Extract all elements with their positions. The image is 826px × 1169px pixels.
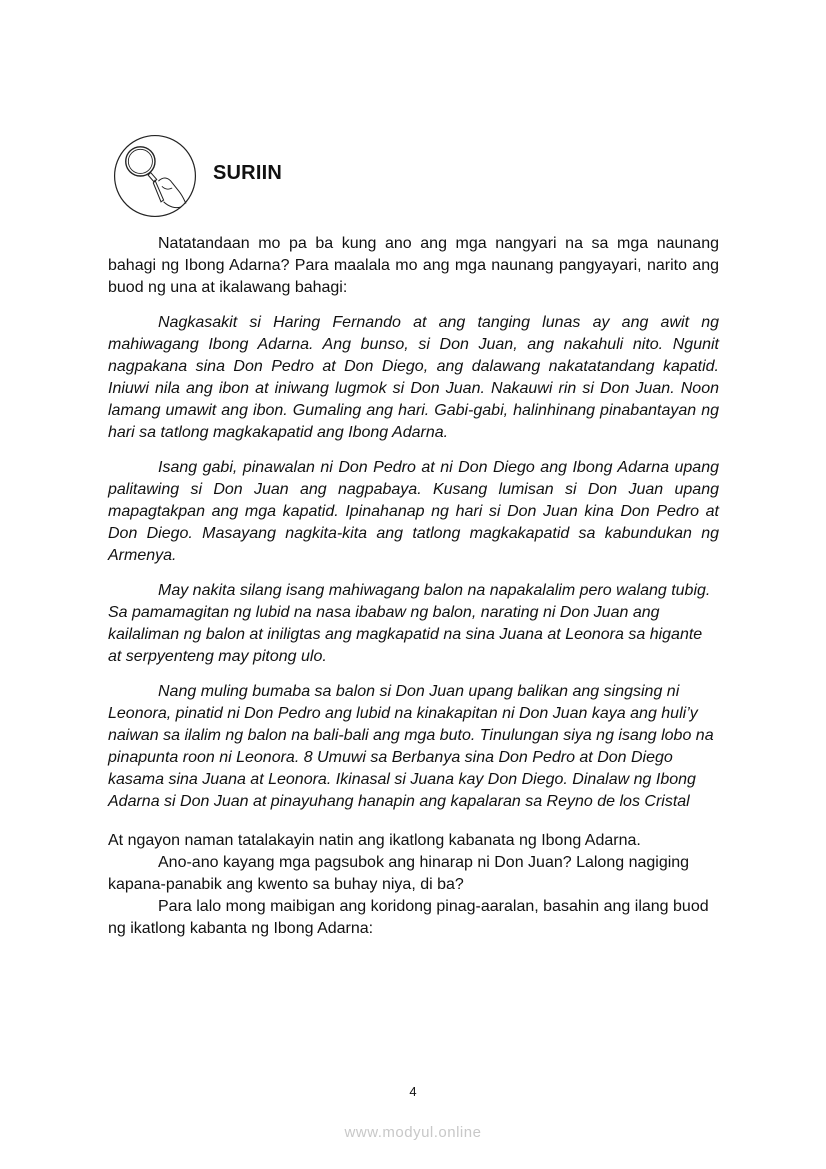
page-number: 4 — [409, 1084, 417, 1099]
document-body — [108, 233, 719, 940]
summary-paragraph: May nakita silang isang mahiwagang balon na napakalalim pero walang tubig. Sa pamamagitan ng lubid na nasa ibabaw ng balon, narating ni Don Juan ang kailaliman ng balon at iniligtas ang magkapatid na sina Juana at Leonora sa higante at serpyenteng may pitong ulo. — [108, 582, 711, 665]
magnifying-glass-icon — [112, 133, 198, 219]
summary-paragraph: Isang gabi, pinawalan ni Don Pedro at ni Don Diego ang Ibong Adarna upang palitawing si Don Juan ang nagpabaya. Kusang lumisan si Don Juan upang mapagtakpan ang mga kapatid. Ipinahanap ng hari si Don Juan kina Don Pedro at Don Diego. Masayang nagkita-kita ang tatlong magkakapatid sa kabundukan ng Armenya. — [108, 459, 719, 564]
intro-paragraph: Natatandaan mo pa ba kung ano ang mga nangyari na sa mga naunang bahagi ng Ibong Adarna? Para maalala mo ang mga naunang pangyayari, narito ang buod ng una at ikalawang bahagi: — [108, 235, 719, 296]
section-title: SURIIN — [213, 162, 282, 184]
summary-paragraph: Nang muling bumaba sa balon si Don Juan upang balikan ang singsing ni Leonora, pinatid ni Don Pedro ang lubid na kinakapitan ni Don Juan kaya ang huli’y naiwan sa ilalim ng balon na bali-bali ang mga buto. Tinulungan siya ng isang lobo na pinapunta roon ni Leonora. 8 Umuwi sa Berbanya sina Don Pedro at Don Diego kasama sina Juana at Leonora. Ikinasal si Juana kay Don Diego. Dinalaw ng Ibong Adarna si Don Juan at pinayuhang hanapin ang kapalaran sa Reyno de los Cristal — [108, 683, 714, 810]
closing-paragraph: Para lalo mong maibigan ang koridong pinag-aaralan, basahin ang ilang buod ng ikatlong kabanta ng Ibong Adarna: — [108, 898, 709, 937]
section-header — [112, 131, 198, 221]
summary-paragraph: Nagkasakit si Haring Fernando at ang tanging lunas ay ang awit ng mahiwagang Ibong Adarna. Ang bunso, si Don Juan, ang nakahuli nito. Ngunit nagpakana sina Don Pedro at Don Diego, ang dalawang nakatatandang kapatid. Iniuwi nila ang ibon at iniwang lugmok si Don Juan. Nakauwi rin si Don Juan. Noon lamang umawit ang ibon. Gumaling ang hari. Gabi-gabi, halinhinang pinabantayan ng hari sa tatlong magkakapatid ang Ibong Adarna. — [108, 314, 719, 441]
closing-paragraph: Ano-ano kayang mga pagsubok ang hinarap ni Don Juan? Lalong nagiging kapana-panabik ang kwento sa buhay niya, di ba? — [108, 854, 690, 893]
watermark: www.modyul.online — [344, 1124, 482, 1141]
closing-line: At ngayon naman tatalakayin natin ang ikatlong kabanata ng Ibong Adarna. — [108, 832, 641, 849]
